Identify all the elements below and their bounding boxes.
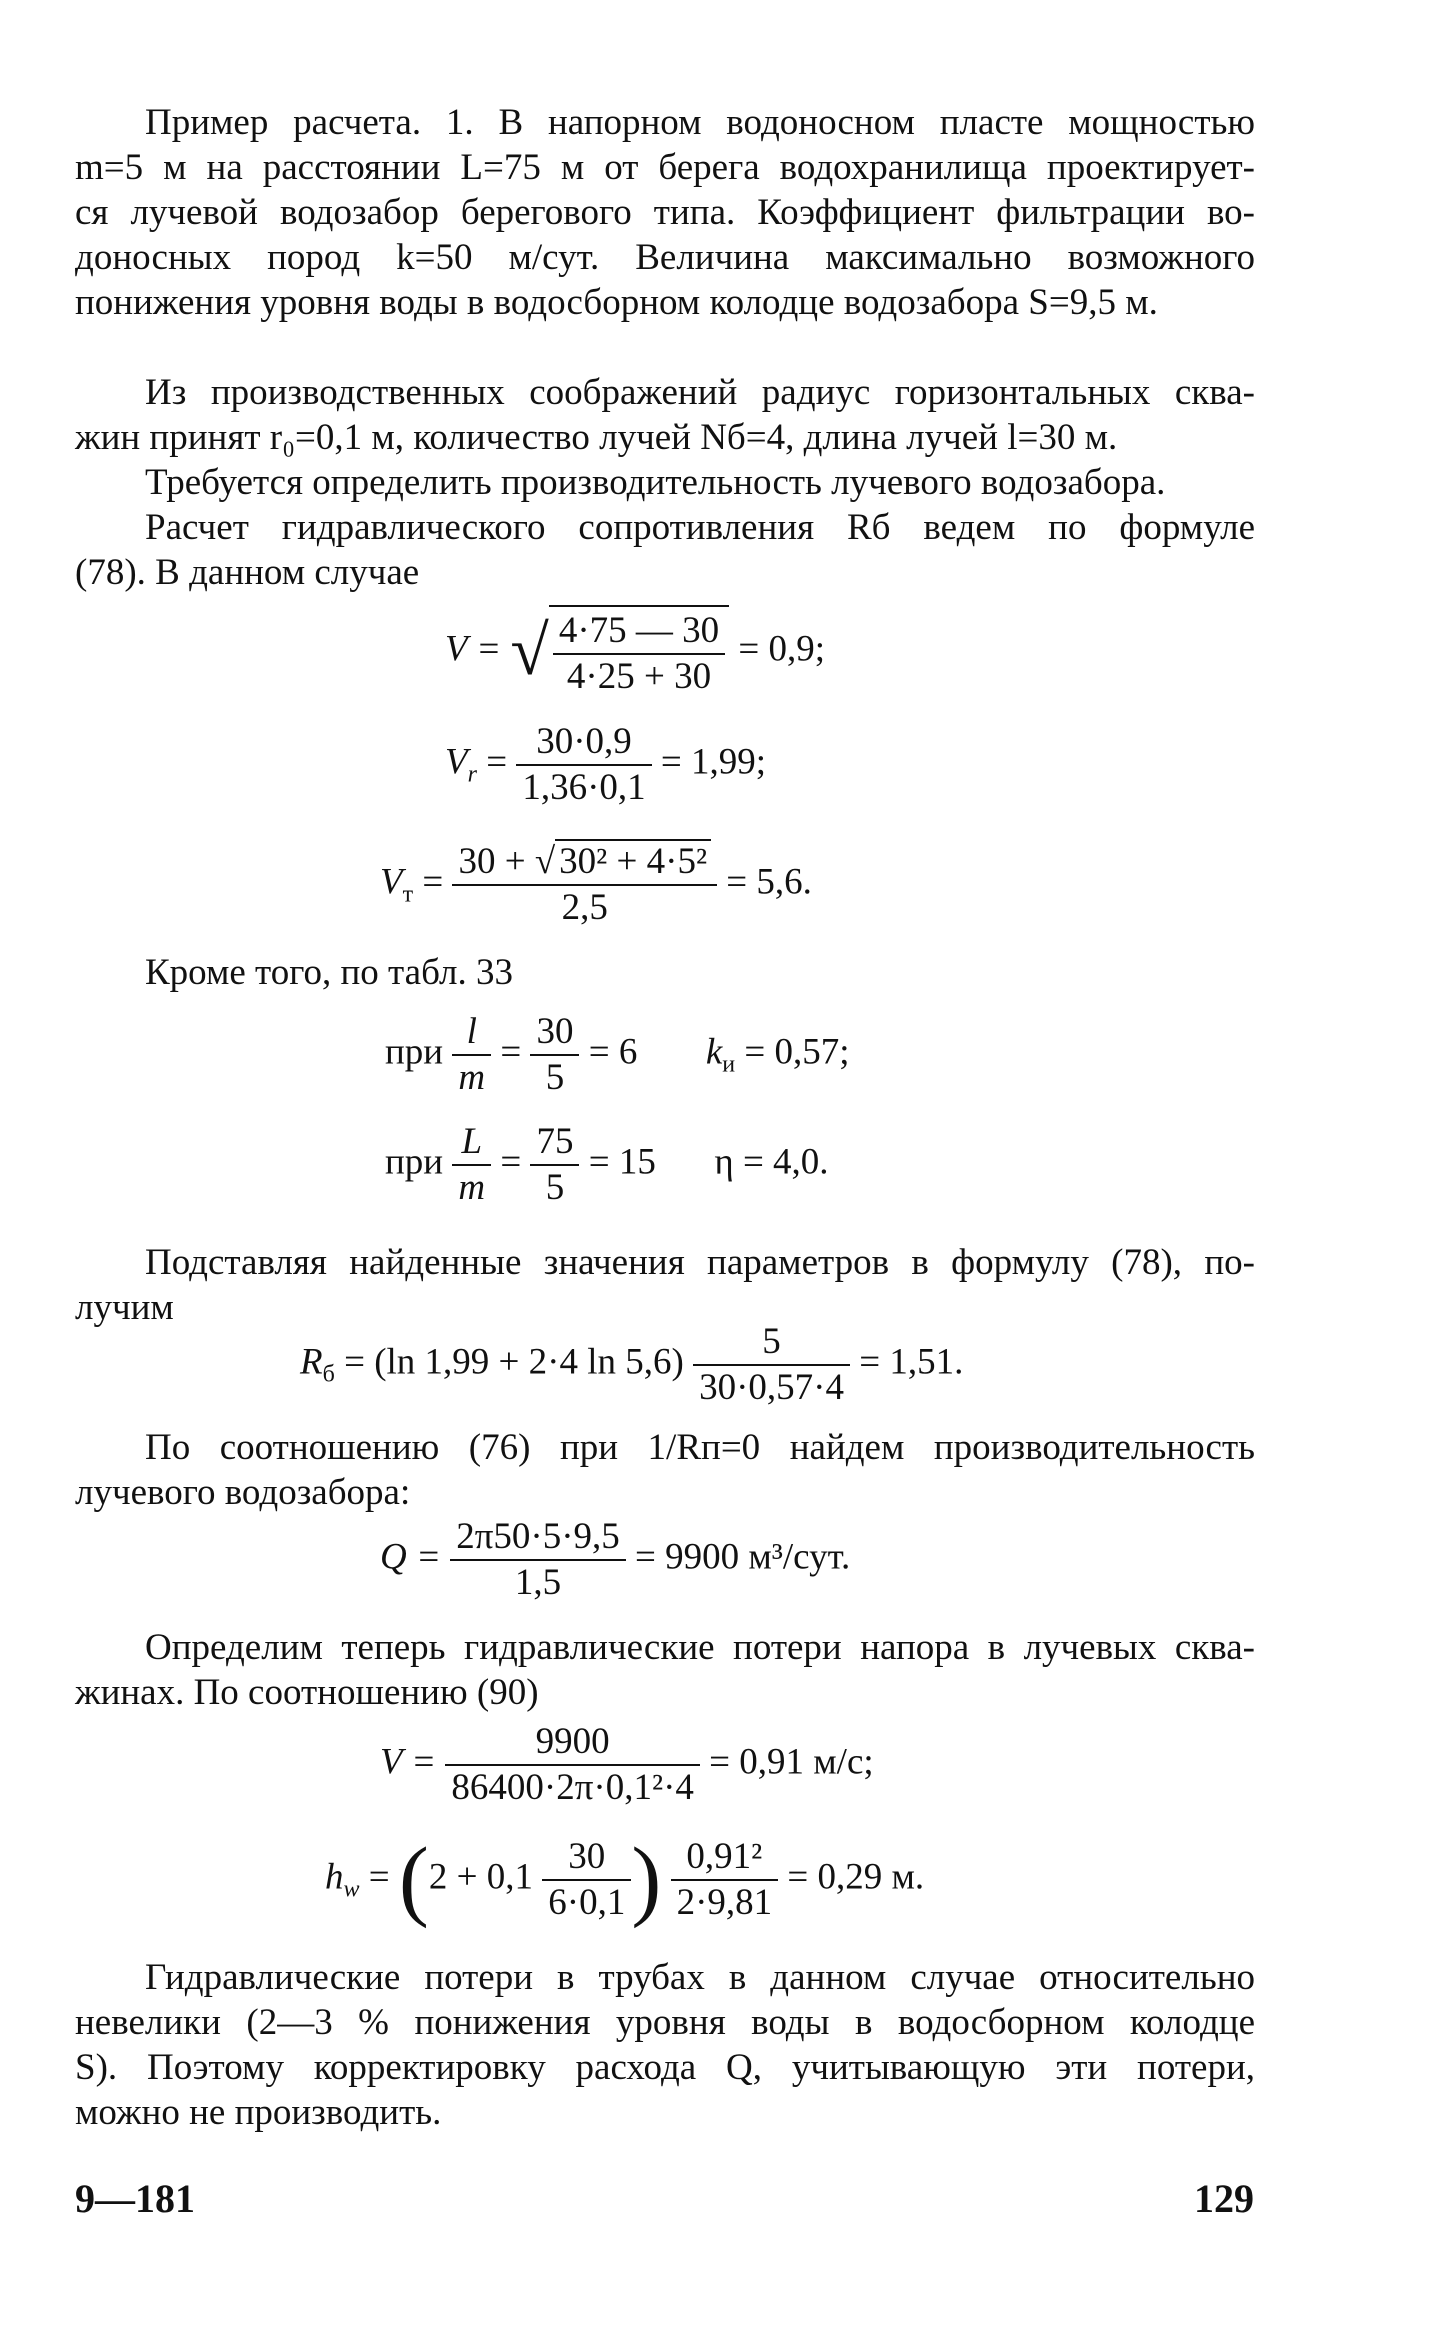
eq-denominator: 86400·2π·0,1²·4	[445, 1764, 700, 1810]
eq-lhs: V	[445, 741, 468, 783]
eq-numerator: 5	[762, 1321, 781, 1362]
eq-numerator: 30·0,9	[536, 721, 632, 762]
eq-lhs-sub: w	[343, 1876, 360, 1903]
eq-result: = 1,51.	[859, 1341, 964, 1383]
text-line: жин принят r₀=0,1 м, количество лучей Nб=4, длина лучей l=30 м.	[75, 417, 1118, 458]
eq-denominator: m	[452, 1164, 491, 1210]
eq-denominator: 2·9,81	[671, 1879, 779, 1925]
paragraph-example	[75, 100, 1255, 325]
eq-lhs: V =	[445, 628, 502, 670]
eq-coef-value: = 0,57;	[744, 1031, 850, 1073]
paragraph-losses	[75, 1625, 1255, 1715]
paragraph-productivity	[75, 1425, 1255, 1515]
equation-pri-2: при $\frac{L}{m}$ = $\frac{75}{5}$ = 15 η = 4,0.	[385, 1121, 829, 1208]
paragraph-substitute	[75, 1240, 1255, 1330]
eq-numerator: 30	[568, 1836, 606, 1877]
eq-lhs-sub: r	[467, 761, 477, 788]
page-number: 129	[1194, 2176, 1254, 2221]
text-line: лучевого водозабора:	[75, 1472, 411, 1513]
eq-denominator: 4·25 + 30	[553, 653, 725, 699]
sqrt-symbol: √ $\frac{4\cdot 75 — 30}{4\cdot 25 + 30}$	[510, 605, 729, 699]
eq-numerator: 9900	[535, 1721, 610, 1762]
text-line: доносных пород k=50 м/сут. Величина максимально возможного	[75, 237, 1255, 278]
eq-coef-value: η = 4,0.	[714, 1141, 829, 1183]
eq-result: = 0,91 м/с;	[709, 1741, 874, 1783]
eq-denominator: 2,5	[452, 884, 717, 930]
equation-hw: $h_w = (2 + 0,1$ $\frac{30}{6\cdot 0,1}$ ) $\frac{\text{0,91²}}{2\cdot 9,81}$ = 0,29 м.	[325, 1830, 925, 1929]
text-line: невелики (2—3 % понижения уровня воды в водосборном колодце	[75, 2002, 1255, 2043]
eq-numerator: 2π50·5·9,5	[456, 1516, 620, 1557]
text-line: Из производственных соображений радиус горизонтальных сква-	[145, 372, 1255, 413]
eq-sqrt-term: 30² + 4·5²	[555, 839, 711, 882]
equation-vt: $V_т$ = $\frac{\text{30 + √ 30² + 4·5²}}{2,5}$ = 5,6.	[380, 841, 812, 928]
eq-numerator: 0,91²	[686, 1836, 763, 1877]
eq-denominator: 5	[530, 1054, 579, 1100]
equation-v-velocity	[380, 1720, 874, 1810]
eq-lhs: Q =	[380, 1536, 441, 1578]
eq-result: = 9900 м³/сут.	[635, 1536, 851, 1578]
eq-lhs-sub: б	[322, 1361, 335, 1388]
eq-result: = 1,99;	[660, 741, 767, 783]
eq-word: при	[385, 1141, 444, 1183]
eq-word: при	[385, 1031, 444, 1073]
text-line: жинах. По соотношению (90)	[75, 1672, 539, 1713]
eq-lhs: V =	[380, 1741, 437, 1783]
text-line: Гидравлические потери в трубах в данном случае относительно	[145, 1957, 1255, 1998]
eq-coef-sub: и	[722, 1051, 736, 1078]
paragraph-task	[75, 460, 1255, 505]
text-line: Требуется определить производительность лучевого водозабора.	[145, 462, 1166, 503]
text-line: Кроме того, по табл. 33	[145, 952, 513, 993]
text-line: (78). В данном случае	[75, 552, 420, 593]
eq-result: = 0,9;	[738, 628, 826, 670]
eq-result: = 0,29 м.	[787, 1856, 925, 1898]
eq-lhs-sub: т	[402, 881, 414, 908]
text-line: лучим	[75, 1287, 174, 1328]
text-line: ся лучевой водозабор берегового типа. Коэффициент фильтрации во-	[75, 192, 1255, 233]
eq-numerator: 4·75 — 30	[558, 610, 720, 651]
eq-denominator: m	[452, 1054, 491, 1100]
text-line: Подставляя найденные значения параметров в формулу (78), по-	[145, 1242, 1255, 1283]
eq-lhs: h	[325, 1856, 344, 1898]
eq-numerator: 75	[536, 1121, 574, 1162]
eq-lhs: V	[380, 861, 403, 903]
eq-denominator: 30·0,57·4	[693, 1364, 850, 1410]
text-line: S). Поэтому корректировку расхода Q, учитывающую эти потери,	[75, 2047, 1255, 2088]
equation-q	[380, 1515, 850, 1605]
equation-v	[445, 605, 825, 699]
text-line: Определим теперь гидравлические потери напора в лучевых сква-	[145, 1627, 1255, 1668]
eq-denominator: 6·0,1	[542, 1879, 631, 1925]
eq-lhs: R	[300, 1341, 323, 1383]
paragraph-table-ref	[75, 950, 1255, 995]
eq-coef: k	[705, 1031, 723, 1073]
equation-rb	[300, 1320, 963, 1410]
text-line: Расчет гидравлического сопротивления Rб ведем по формуле	[145, 507, 1255, 548]
paragraph-parameters	[75, 370, 1255, 460]
signature-mark: 9—181	[75, 2176, 195, 2221]
eq-denominator: 1,5	[450, 1559, 626, 1605]
paragraph-resistance	[75, 505, 1255, 595]
text-line: Пример расчета. 1. В напорном водоносном пласте мощностью	[145, 102, 1255, 143]
eq-numerator: L	[461, 1121, 483, 1162]
equation-pri-1: при $\frac{l}{m}$ = $\frac{30}{5}$ = 6 $k_и = 0,57$;	[385, 1011, 850, 1098]
equation-vr: $V_r$ = $\frac{30\cdot 0,9}{1,36\cdot 0,1}$ = 1,99;	[445, 721, 767, 808]
text-line: m=5 м на расстоянии L=75 м от берега водохранилища проектирует-	[75, 147, 1255, 188]
text-line: понижения уровня воды в водосборном колодце водозабора S=9,5 м.	[75, 282, 1158, 323]
eq-numerator: 30	[536, 1011, 574, 1052]
text-line: можно не производить.	[75, 2092, 442, 2133]
eq-expression: = (ln 1,99 + 2·4 ln 5,6)	[344, 1341, 684, 1383]
eq-expression: 2 + 0,1	[428, 1856, 533, 1898]
eq-result: = 5,6.	[726, 861, 812, 903]
eq-denominator: 5	[530, 1164, 579, 1210]
eq-result: = 6	[588, 1031, 638, 1073]
text-line: По соотношению (76) при 1/Rп=0 найдем производительность	[145, 1427, 1255, 1468]
eq-result: = 15	[588, 1141, 656, 1183]
paragraph-conclusion	[75, 1955, 1255, 2135]
eq-numerator: l	[466, 1011, 477, 1052]
eq-numerator: 30 +	[458, 841, 526, 882]
eq-denominator: 1,36·0,1	[516, 764, 651, 810]
